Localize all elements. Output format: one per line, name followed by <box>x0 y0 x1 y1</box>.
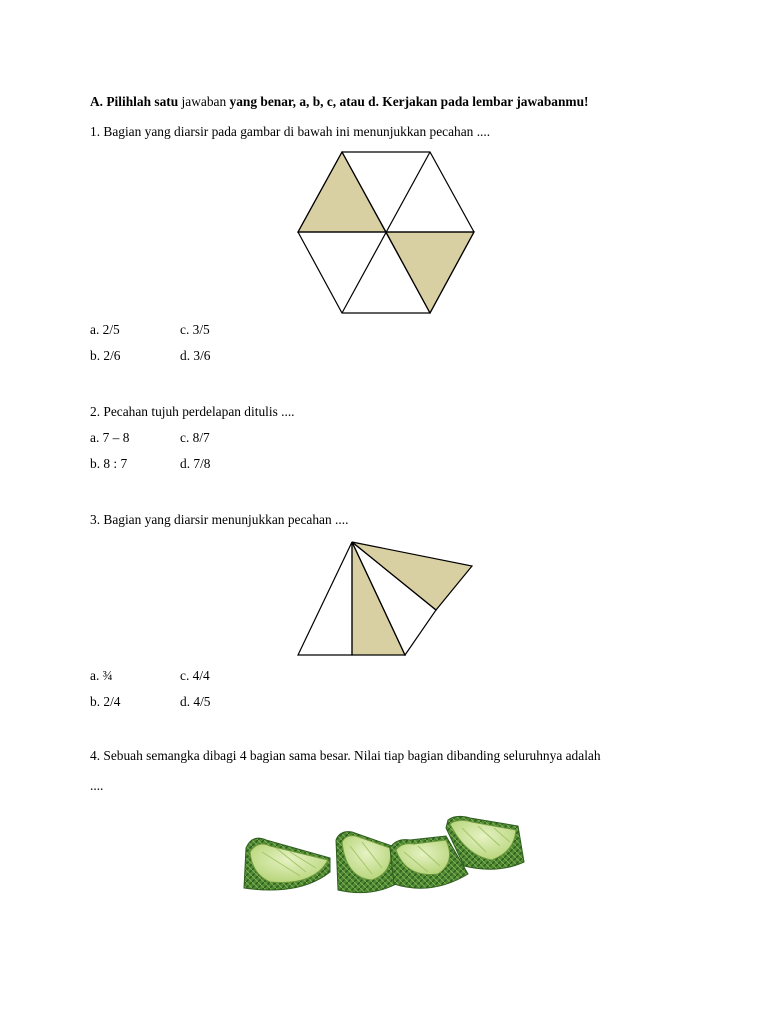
question-2-text: 2. Pecahan tujuh perdelapan ditulis .... <box>90 404 295 419</box>
q3-option-b: b. 2/4 <box>90 694 121 709</box>
q2-option-a: a. 7 – 8 <box>90 430 130 445</box>
q2-option-c: c. 8/7 <box>180 430 210 445</box>
q3-option-a: a. ¾ <box>90 668 113 683</box>
watermelon-slice-2 <box>336 832 400 893</box>
q2-option-d: d. 7/8 <box>180 456 211 471</box>
q3-option-c: c. 4/4 <box>180 668 210 683</box>
instruction-bold-2: yang benar, a, b, c, atau d. Kerjakan pada lembar jawabanmu! <box>229 94 589 109</box>
q1-option-b: b. 2/6 <box>90 348 121 363</box>
q1-option-a: a. 2/5 <box>90 322 120 337</box>
q3-option-d: d. 4/5 <box>180 694 211 709</box>
question-4-text: 4. Sebuah semangka dibagi 4 bagian sama besar. Nilai tiap bagian dibanding seluruhnya adalah <box>90 748 601 763</box>
q2-option-b: b. 8 : 7 <box>90 456 128 471</box>
instruction-normal: jawaban <box>178 94 230 109</box>
q1-option-d: d. 3/6 <box>180 348 211 363</box>
question-3-text: 3. Bagian yang diarsir menunjukkan pecahan .... <box>90 512 349 527</box>
question-4-continuation: .... <box>90 778 104 793</box>
question-1-text: 1. Bagian yang diarsir pada gambar di bawah ini menunjukkan pecahan .... <box>90 124 491 139</box>
watermelon-slice-1 <box>244 838 330 890</box>
instruction-bold-1: A. Pilihlah satu <box>90 94 179 109</box>
q1-option-c: c. 3/5 <box>180 322 210 337</box>
